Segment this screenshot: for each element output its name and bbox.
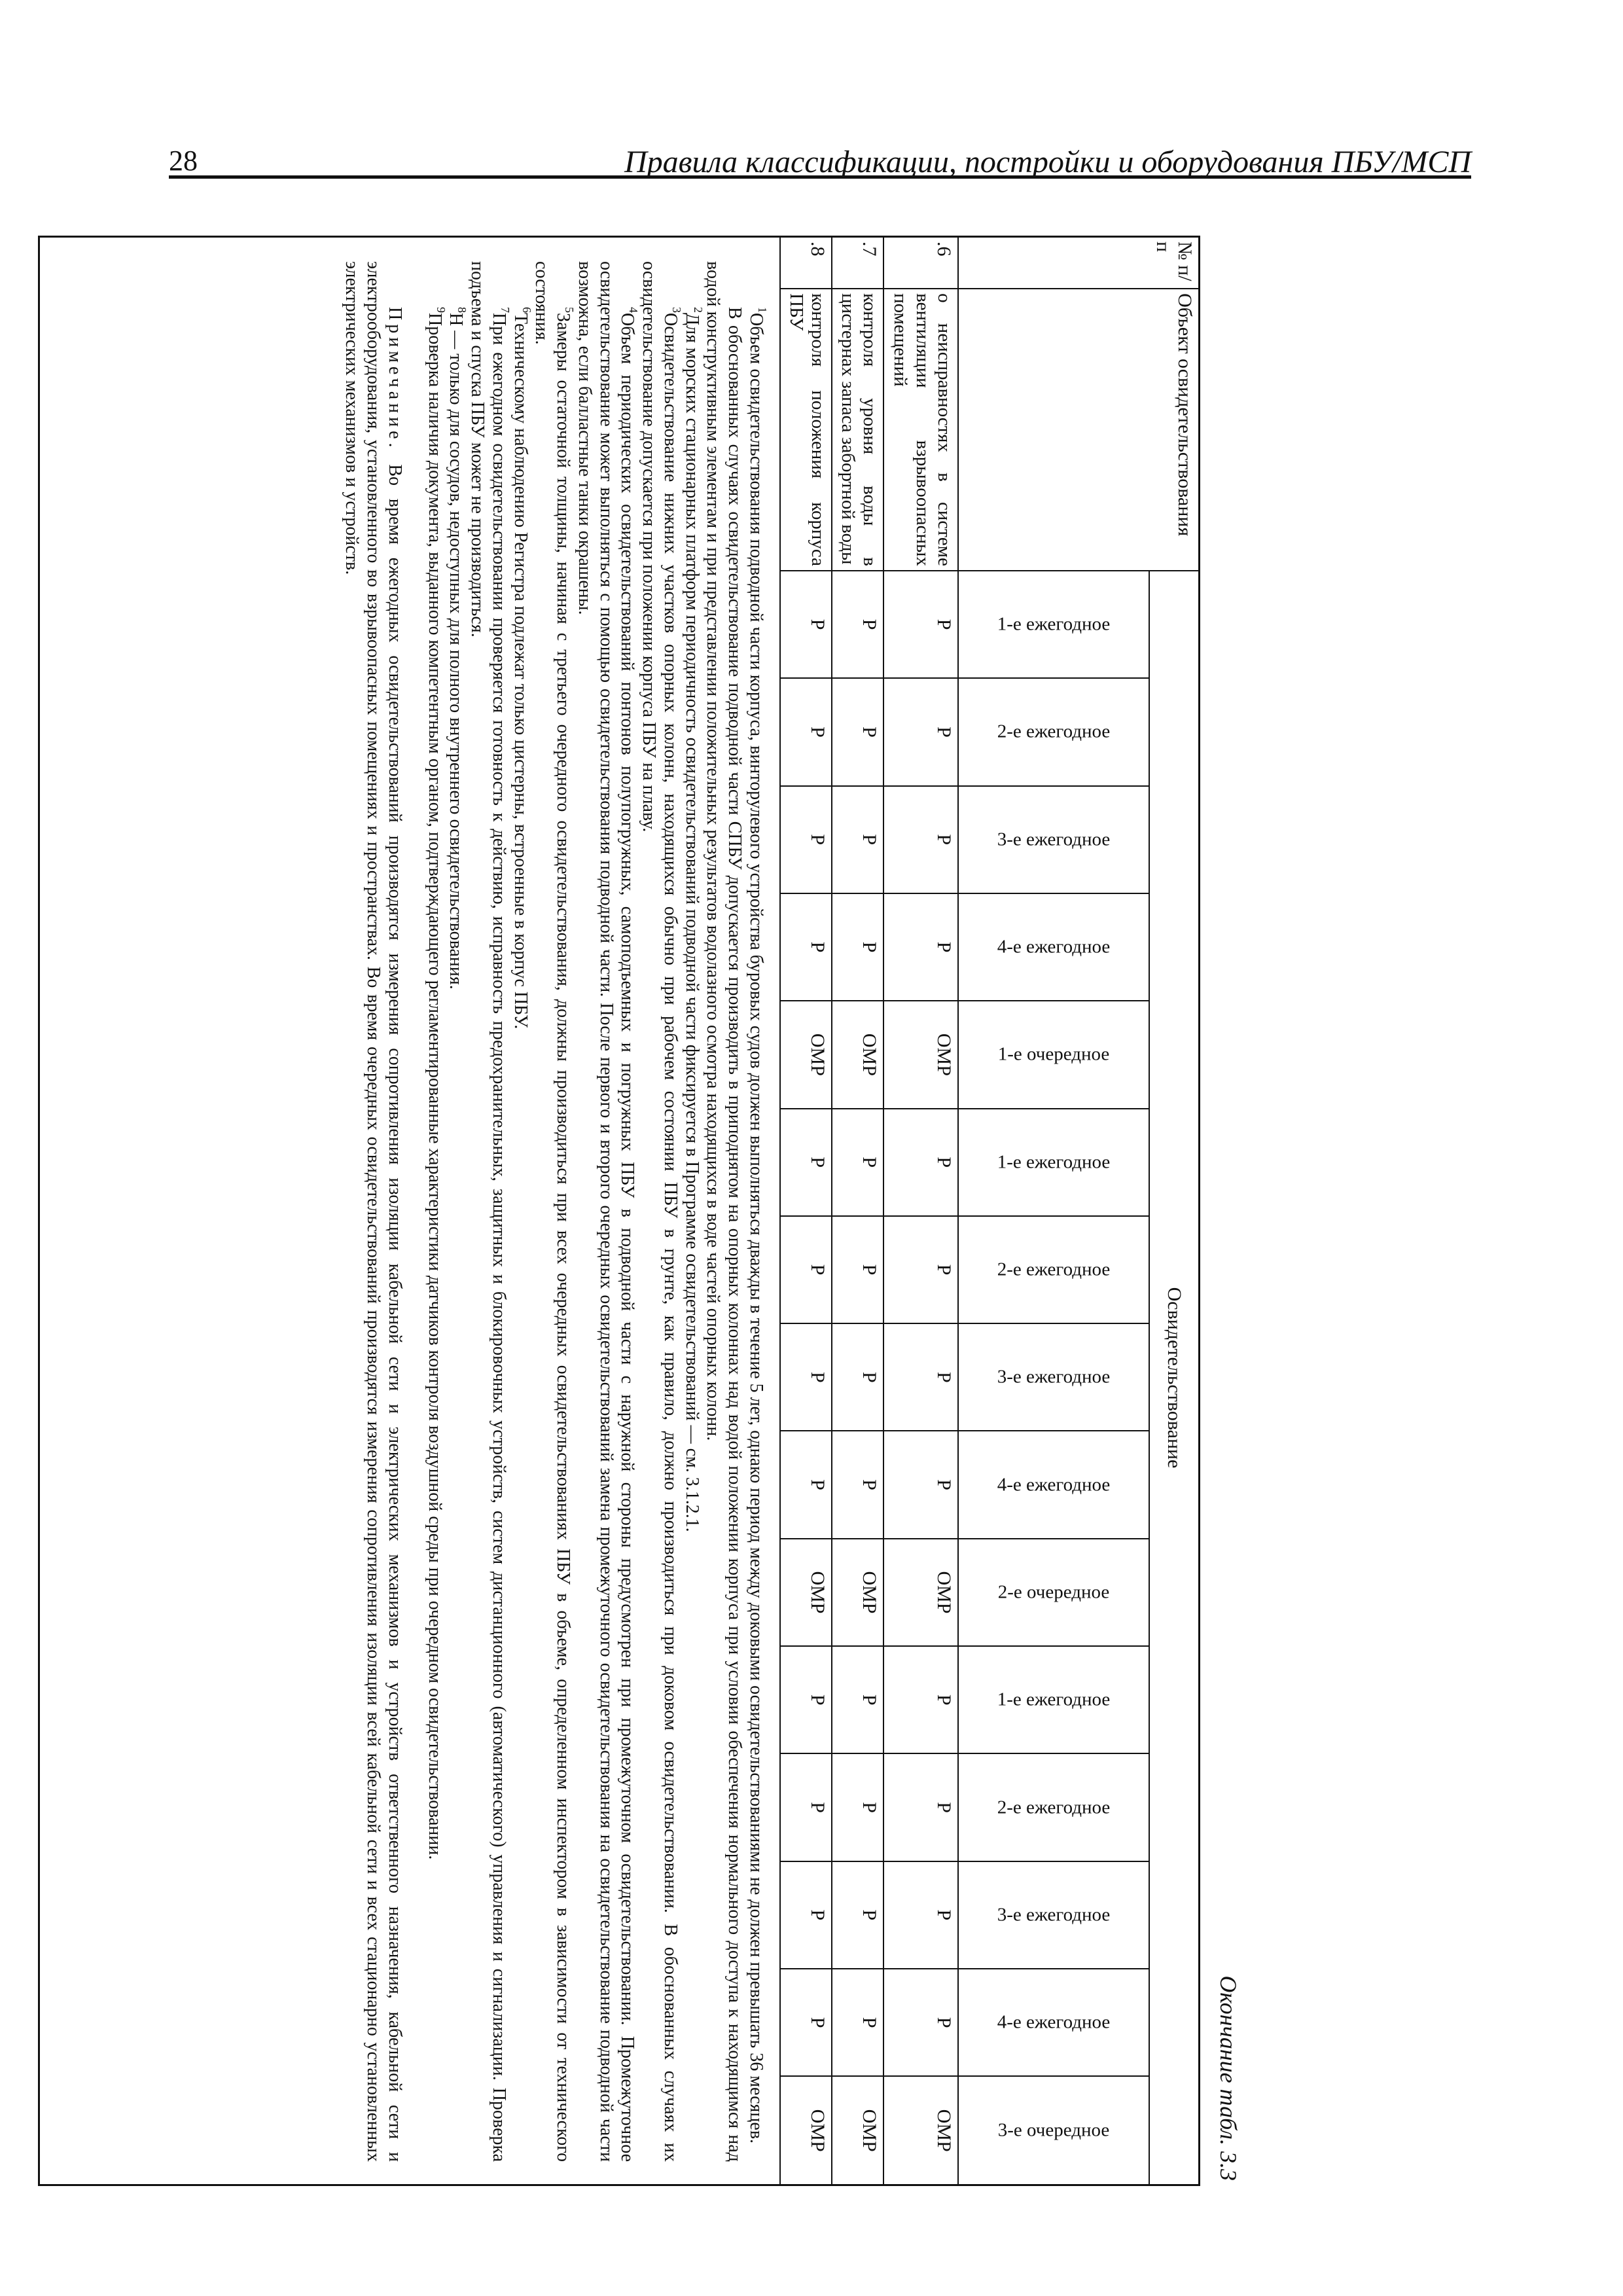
survey-mark-cell: Р (883, 1431, 958, 1538)
survey-mark-cell: ОМР (832, 1001, 883, 1108)
footnote-marker: 7 (499, 307, 512, 313)
survey-column-label: 2-е очередное (997, 1581, 1110, 1603)
survey-mark-cell: Р (780, 1323, 832, 1431)
survey-mark-cell: Р (832, 678, 883, 785)
survey-column-label: 3-е ежегодное (997, 1366, 1111, 1388)
survey-mark-cell: Р (883, 571, 958, 678)
survey-column-header (958, 1431, 1149, 1538)
footnote (681, 261, 705, 2162)
column-header-number: № п/п (958, 238, 1198, 289)
survey-column-header (958, 1753, 1149, 1861)
footnote-text: Объем периодических освидетельствований понтонов полупогружных, самоподъемных и погружных ПБУ в подводной части с наружной стороны предусмотрен при промежуточном освидетельствовании. Промежуточное освидетельствование может выполняться с помощью освидетельствования подводной части. После первого и второго очередных освидетельствований замена промежуточного освидетельствования на освидетельствование подводной части возможна, если балластные танки окрашены. (575, 261, 638, 2162)
survey-mark-cell: Р (883, 1646, 958, 1753)
footnote (467, 261, 510, 2162)
footnote (745, 261, 769, 2162)
footnote (573, 261, 641, 2162)
survey-column-header (958, 678, 1149, 785)
content-frame (38, 236, 1200, 2186)
footnotes (341, 261, 769, 2162)
survey-column-label: 4-е ежегодное (997, 936, 1111, 958)
survey-column-label: 1-е ежегодное (997, 1689, 1111, 1710)
survey-column-label: 3-е ежегодное (997, 1904, 1111, 1926)
survey-column-label: 1-е очередное (997, 1043, 1110, 1065)
row-object: о неисправностях в системе вентиляции взрывоопасных помещений (883, 289, 958, 571)
survey-mark-cell: Р (780, 678, 832, 785)
survey-column-label: 1-е ежегодное (997, 1151, 1111, 1173)
survey-column-header (958, 1539, 1149, 1646)
survey-mark-cell: ОМР (780, 1539, 832, 1646)
survey-column-header (958, 1109, 1149, 1216)
survey-mark-cell: Р (780, 1861, 832, 1969)
footnote-marker: 8 (455, 307, 469, 313)
survey-mark-cell: Р (883, 1216, 958, 1323)
footnote (423, 261, 448, 2162)
survey-mark-cell: Р (883, 893, 958, 1001)
note-paragraph (341, 261, 405, 2162)
survey-mark-cell: Р (780, 893, 832, 1001)
survey-mark-cell: Р (832, 786, 883, 893)
footnote-text: Техническому наблюдению Регистра подлежат только цистерны, встроенные в корпус ПБУ. (510, 313, 531, 1030)
footnote-text: Объем освидетельствования подводной части корпуса, винторулевого устройства буровых судов должен выполняться дважды в течение 5 лет, однако период между доковыми освидетельствованиями не должен превышать 36 месяцев. (746, 313, 766, 2144)
survey-mark-cell: Р (780, 1216, 832, 1323)
table-row (883, 238, 958, 2184)
survey-column-header (958, 893, 1149, 1001)
survey-column-label: 2-е ежегодное (997, 1259, 1111, 1280)
survey-column-label: 1-е ежегодное (997, 613, 1111, 635)
footnote (531, 261, 577, 2162)
survey-mark-cell: Р (832, 571, 883, 678)
survey-column-label: 2-е ежегодное (997, 721, 1111, 742)
note-label: Примечание. (385, 307, 405, 452)
survey-column-header (958, 2076, 1149, 2184)
rotated-landscape-content (38, 236, 1242, 2186)
footnote (638, 261, 681, 2162)
column-header-object: Объект освидетельствования (958, 289, 1198, 571)
survey-mark-cell: Р (832, 1646, 883, 1753)
survey-column-header (958, 1969, 1149, 2076)
footnote-text: Н — только для сосудов, недоступных для полного внутреннего освидетельствования. (446, 313, 467, 990)
footnote-text: Для морских стационарных платформ периодичность освидетельствований подводной части фиксируется в Программе освидетельствований — см. 3.1.2.1. (681, 313, 702, 1532)
survey-mark-cell: Р (832, 1109, 883, 1216)
survey-mark-cell: Р (832, 1753, 883, 1861)
footnote-text: Замеры остаточной толщины, начиная с третьего очередного освидетельствования, должны производиться при всех очередных освидетельствованиях ПБУ в объеме, определенном инспектором в зависимости от технического состояния. (531, 261, 574, 2162)
survey-mark-cell: Р (883, 1753, 958, 1861)
survey-mark-cell: Р (832, 893, 883, 1001)
footnote (702, 261, 745, 2162)
survey-column-label: 2-е ежегодное (997, 1797, 1111, 1818)
table-row (832, 238, 883, 2184)
survey-mark-cell: Р (832, 1861, 883, 1969)
page-number: 28 (169, 145, 198, 177)
survey-column-header (958, 1861, 1149, 1969)
survey-mark-cell: Р (883, 678, 958, 785)
survey-column-label: 4-е ежегодное (997, 2011, 1111, 2033)
survey-mark-cell: Р (780, 1431, 832, 1538)
survey-mark-cell: Р (780, 786, 832, 893)
survey-mark-cell: Р (832, 1323, 883, 1431)
row-number: .8 (780, 238, 832, 289)
row-number: .6 (883, 238, 958, 289)
survey-mark-cell: Р (883, 1109, 958, 1216)
running-title: Правила классификации, постройки и оборудования ПБУ/МСП (624, 145, 1471, 179)
survey-mark-cell: Р (780, 1753, 832, 1861)
survey-column-header (958, 1001, 1149, 1108)
survey-mark-cell: ОМР (883, 1001, 958, 1108)
survey-mark-cell: Р (780, 571, 832, 678)
table-row (780, 238, 832, 2184)
footnote-list (423, 261, 769, 2162)
survey-mark-cell: ОМР (883, 1539, 958, 1646)
footnote-marker: 6 (520, 307, 533, 313)
survey-mark-cell: Р (832, 1431, 883, 1538)
footnote-marker: 5 (563, 307, 577, 313)
column-header-survey: Освидетельствование (1149, 571, 1198, 2184)
survey-column-label: 4-е ежегодное (997, 1474, 1111, 1496)
survey-column-header (958, 786, 1149, 893)
row-number: .7 (832, 238, 883, 289)
survey-mark-cell: ОМР (780, 2076, 832, 2184)
footnote (509, 261, 531, 2162)
row-object: контроля уровня воды в цистернах запаса забортной воды (832, 289, 883, 571)
row-object: контроля положения корпуса ПБУ (780, 289, 832, 571)
survey-column-header (958, 1216, 1149, 1323)
footnote-text: Освидетельствование нижних участков опорных колонн, находящихся обычно при рабочем состоянии ПБУ в грунте, как правило, должно производиться при доковом освидетельствовании. В обоснованных случаях их освидетельствование допускается при положении корпуса ПБУ на плаву. (639, 261, 681, 2162)
footnote-text: В обоснованных случаях освидетельствование подводной части СПБУ допускается производить в приподнятом на опорных колоннах над водой положении корпуса при условии обеспечения нормального доступа к находящимся над водой конструктивным элементам и при представлении положительных результатов водолазного осмотра находящихся в воде частей опорных колонн. (703, 261, 745, 2162)
survey-column-label: 3-е ежегодное (997, 829, 1111, 850)
footnote-marker: 3 (670, 307, 683, 313)
survey-column-label: 3-е очередное (997, 2119, 1110, 2141)
survey-mark-cell: ОМР (832, 1539, 883, 1646)
footnote-marker: 1 (756, 307, 769, 313)
footnote-text: При ежегодном освидетельствовании проверяется готовность к действию, исправность предохранительных, защитных и блокировочных устройств, систем дистанционного (автоматического) управления и сигнализации. Проверка подъема и спуска ПБУ может не производиться. (467, 261, 509, 2162)
survey-mark-cell: Р (780, 1969, 832, 2076)
survey-mark-cell: ОМР (780, 1001, 832, 1108)
survey-mark-cell: Р (780, 1109, 832, 1216)
survey-mark-cell: Р (883, 1323, 958, 1431)
survey-table (779, 238, 1198, 2184)
survey-mark-cell: Р (883, 786, 958, 893)
footnote-marker: 2 (691, 307, 705, 313)
survey-mark-cell: Р (832, 1969, 883, 2076)
footnote-marker: 4 (627, 307, 641, 313)
survey-column-header (958, 1323, 1149, 1431)
survey-column-header (958, 1646, 1149, 1753)
header-rule (169, 175, 1471, 179)
table-caption: Окончание табл. 3.3 (1215, 1975, 1241, 2181)
note-text: Во время ежегодных освидетельствований производятся измерения сопротивления изоляции кабельной сети и электрических механизмов и устройств ответственного назначения, кабельной сети и электрооборудования, установленного во взрывоопасных помещениях и пространствах. Во время очередных освидетельствований производятся измерения сопротивления изоляции всей кабельной сети и всех стационарно установленных электрических механизмов и устройств. (342, 261, 405, 2162)
survey-mark-cell: Р (780, 1646, 832, 1753)
survey-mark-cell: ОМР (883, 2076, 958, 2184)
survey-mark-cell: Р (832, 1216, 883, 1323)
footnote-marker: 9 (434, 307, 448, 313)
survey-mark-cell: Р (883, 1969, 958, 2076)
survey-column-header (958, 571, 1149, 678)
survey-mark-cell: Р (883, 1861, 958, 1969)
footnote (445, 261, 467, 2162)
footnote-text: Проверка наличия документа, выданного компетентным органом, подтверждающего регламентированные характеристики датчиков контроля воздушной среды при очередном освидетельствовании. (424, 313, 445, 1860)
survey-mark-cell: ОМР (832, 2076, 883, 2184)
